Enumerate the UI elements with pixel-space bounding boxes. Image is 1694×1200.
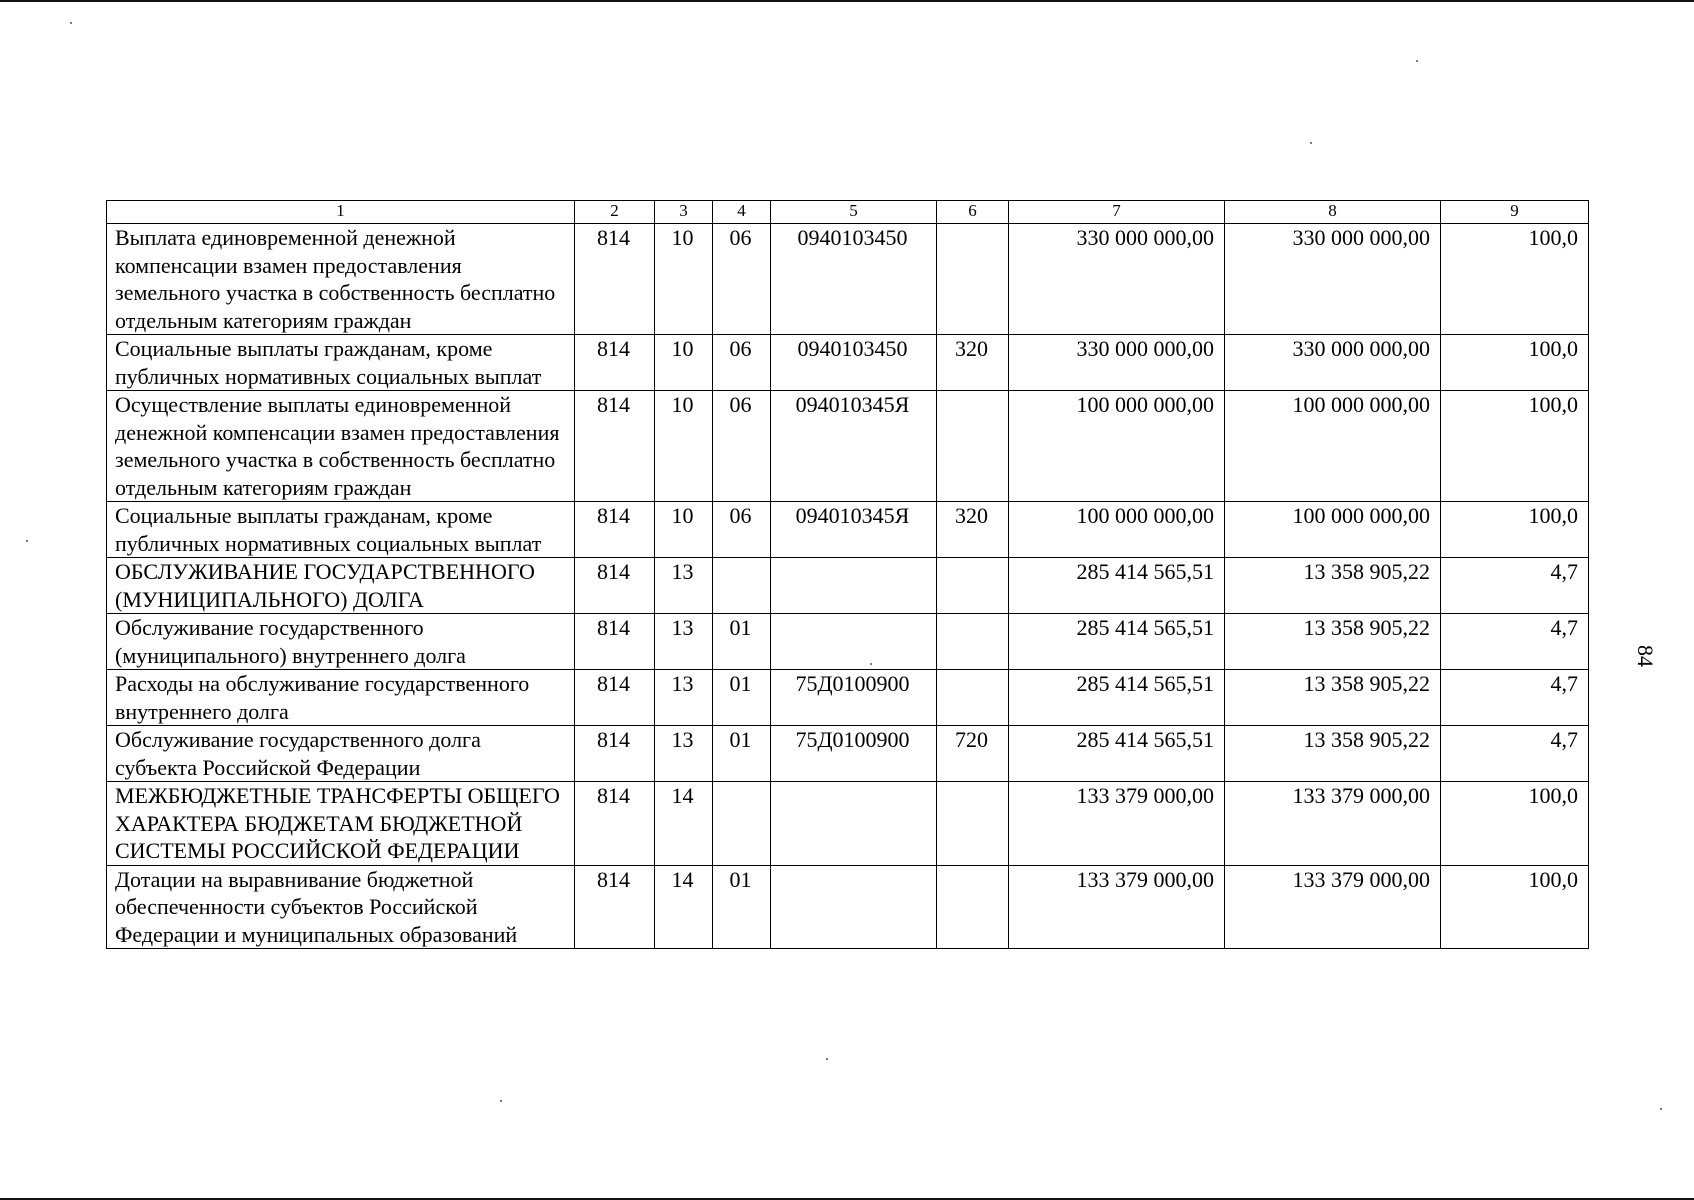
execution-percent: 4,7 xyxy=(1441,558,1589,614)
section-code: 10 xyxy=(655,224,713,335)
table-row xyxy=(107,670,1589,726)
executed-amount: 330 000 000,00 xyxy=(1225,224,1441,335)
table-row xyxy=(107,391,1589,502)
executed-amount: 100 000 000,00 xyxy=(1225,391,1441,502)
admin-code: 814 xyxy=(575,224,655,335)
admin-code: 814 xyxy=(575,335,655,391)
table-row xyxy=(107,782,1589,866)
section-code: 13 xyxy=(655,614,713,670)
planned-amount: 133 379 000,00 xyxy=(1009,782,1225,866)
target-article-code: 094010345Я xyxy=(771,391,937,502)
execution-percent: 100,0 xyxy=(1441,782,1589,866)
target-article-code: 094010345Я xyxy=(771,502,937,558)
planned-amount: 330 000 000,00 xyxy=(1009,224,1225,335)
scan-speck xyxy=(1416,60,1418,62)
execution-percent: 4,7 xyxy=(1441,614,1589,670)
admin-code: 814 xyxy=(575,782,655,866)
section-code: 13 xyxy=(655,558,713,614)
admin-code: 814 xyxy=(575,502,655,558)
expense-type-code: 720 xyxy=(937,726,1009,782)
expense-type-code xyxy=(937,614,1009,670)
header-cell: 2 xyxy=(575,201,655,224)
subsection-code xyxy=(713,558,771,614)
budget-table xyxy=(106,200,1589,949)
item-name: Обслуживание государственного долга субъекта Российской Федерации xyxy=(107,726,575,782)
scan-speck xyxy=(1660,1108,1662,1110)
execution-percent: 4,7 xyxy=(1441,670,1589,726)
section-code: 14 xyxy=(655,782,713,866)
executed-amount: 100 000 000,00 xyxy=(1225,502,1441,558)
executed-amount: 13 358 905,22 xyxy=(1225,670,1441,726)
section-code: 14 xyxy=(655,865,713,949)
planned-amount: 330 000 000,00 xyxy=(1009,335,1225,391)
subsection-code xyxy=(713,782,771,866)
execution-percent: 100,0 xyxy=(1441,502,1589,558)
subsection-code: 01 xyxy=(713,726,771,782)
execution-percent: 100,0 xyxy=(1441,335,1589,391)
expense-type-code: 320 xyxy=(937,335,1009,391)
planned-amount: 285 414 565,51 xyxy=(1009,558,1225,614)
item-name: Расходы на обслуживание государственного внутреннего долга xyxy=(107,670,575,726)
page-number: 84 xyxy=(1633,645,1658,667)
expense-type-code xyxy=(937,670,1009,726)
expense-type-code xyxy=(937,865,1009,949)
admin-code: 814 xyxy=(575,558,655,614)
executed-amount: 13 358 905,22 xyxy=(1225,558,1441,614)
section-code: 13 xyxy=(655,726,713,782)
planned-amount: 100 000 000,00 xyxy=(1009,391,1225,502)
header-cell: 9 xyxy=(1441,201,1589,224)
header-cell: 7 xyxy=(1009,201,1225,224)
table-row xyxy=(107,558,1589,614)
scan-speck xyxy=(500,1100,502,1102)
table-row xyxy=(107,502,1589,558)
scan-speck xyxy=(70,22,72,24)
header-cell: 8 xyxy=(1225,201,1441,224)
subsection-code: 06 xyxy=(713,502,771,558)
header-cell: 1 xyxy=(107,201,575,224)
expense-type-code xyxy=(937,224,1009,335)
section-code: 13 xyxy=(655,670,713,726)
subsection-code: 01 xyxy=(713,670,771,726)
target-article-code: 75Д0100900 xyxy=(771,670,937,726)
target-article-code xyxy=(771,782,937,866)
table-row xyxy=(107,224,1589,335)
subsection-code: 01 xyxy=(713,614,771,670)
planned-amount: 285 414 565,51 xyxy=(1009,726,1225,782)
item-name: Дотации на выравнивание бюджетной обеспеченности субъектов Российской Федерации и муниципальных образований xyxy=(107,865,575,949)
admin-code: 814 xyxy=(575,391,655,502)
execution-percent: 100,0 xyxy=(1441,224,1589,335)
scan-speck xyxy=(1310,142,1312,144)
execution-percent: 100,0 xyxy=(1441,391,1589,502)
table-row xyxy=(107,726,1589,782)
table-row xyxy=(107,335,1589,391)
expense-type-code: 320 xyxy=(937,502,1009,558)
section-code: 10 xyxy=(655,391,713,502)
header-cell: 3 xyxy=(655,201,713,224)
executed-amount: 133 379 000,00 xyxy=(1225,865,1441,949)
admin-code: 814 xyxy=(575,614,655,670)
admin-code: 814 xyxy=(575,865,655,949)
target-article-code xyxy=(771,865,937,949)
scan-speck xyxy=(870,663,872,665)
execution-percent: 100,0 xyxy=(1441,865,1589,949)
subsection-code: 06 xyxy=(713,391,771,502)
item-name: Социальные выплаты гражданам, кроме публичных нормативных социальных выплат xyxy=(107,335,575,391)
scan-speck xyxy=(826,1058,828,1060)
table-row xyxy=(107,865,1589,949)
subsection-code: 06 xyxy=(713,224,771,335)
admin-code: 814 xyxy=(575,726,655,782)
planned-amount: 285 414 565,51 xyxy=(1009,670,1225,726)
execution-percent: 4,7 xyxy=(1441,726,1589,782)
expense-type-code xyxy=(937,782,1009,866)
expense-type-code xyxy=(937,391,1009,502)
executed-amount: 330 000 000,00 xyxy=(1225,335,1441,391)
target-article-code xyxy=(771,614,937,670)
subsection-code: 01 xyxy=(713,865,771,949)
header-cell: 6 xyxy=(937,201,1009,224)
section-code: 10 xyxy=(655,502,713,558)
item-name: ОБСЛУЖИВАНИЕ ГОСУДАРСТВЕННОГО (МУНИЦИПАЛЬНОГО) ДОЛГА xyxy=(107,558,575,614)
expense-type-code xyxy=(937,558,1009,614)
header-cell: 4 xyxy=(713,201,771,224)
table-row xyxy=(107,614,1589,670)
target-article-code xyxy=(771,558,937,614)
planned-amount: 100 000 000,00 xyxy=(1009,502,1225,558)
subsection-code: 06 xyxy=(713,335,771,391)
executed-amount: 13 358 905,22 xyxy=(1225,614,1441,670)
section-code: 10 xyxy=(655,335,713,391)
admin-code: 814 xyxy=(575,670,655,726)
item-name: Обслуживание государственного (муниципального) внутреннего долга xyxy=(107,614,575,670)
header-row xyxy=(107,201,1589,224)
scan-speck xyxy=(26,540,28,542)
target-article-code: 0940103450 xyxy=(771,335,937,391)
planned-amount: 133 379 000,00 xyxy=(1009,865,1225,949)
item-name: МЕЖБЮДЖЕТНЫЕ ТРАНСФЕРТЫ ОБЩЕГО ХАРАКТЕРА БЮДЖЕТАМ БЮДЖЕТНОЙ СИСТЕМЫ РОССИЙСКОЙ ФЕДЕРАЦИИ xyxy=(107,782,575,866)
target-article-code: 75Д0100900 xyxy=(771,726,937,782)
header-cell: 5 xyxy=(771,201,937,224)
planned-amount: 285 414 565,51 xyxy=(1009,614,1225,670)
target-article-code: 0940103450 xyxy=(771,224,937,335)
executed-amount: 133 379 000,00 xyxy=(1225,782,1441,866)
executed-amount: 13 358 905,22 xyxy=(1225,726,1441,782)
item-name: Осуществление выплаты единовременной денежной компенсации взамен предоставления земельного участка в собственность бесплатно отдельным категориям граждан xyxy=(107,391,575,502)
item-name: Социальные выплаты гражданам, кроме публичных нормативных социальных выплат xyxy=(107,502,575,558)
item-name: Выплата единовременной денежной компенсации взамен предоставления земельного участка в собственность бесплатно отдельным категориям граждан xyxy=(107,224,575,335)
